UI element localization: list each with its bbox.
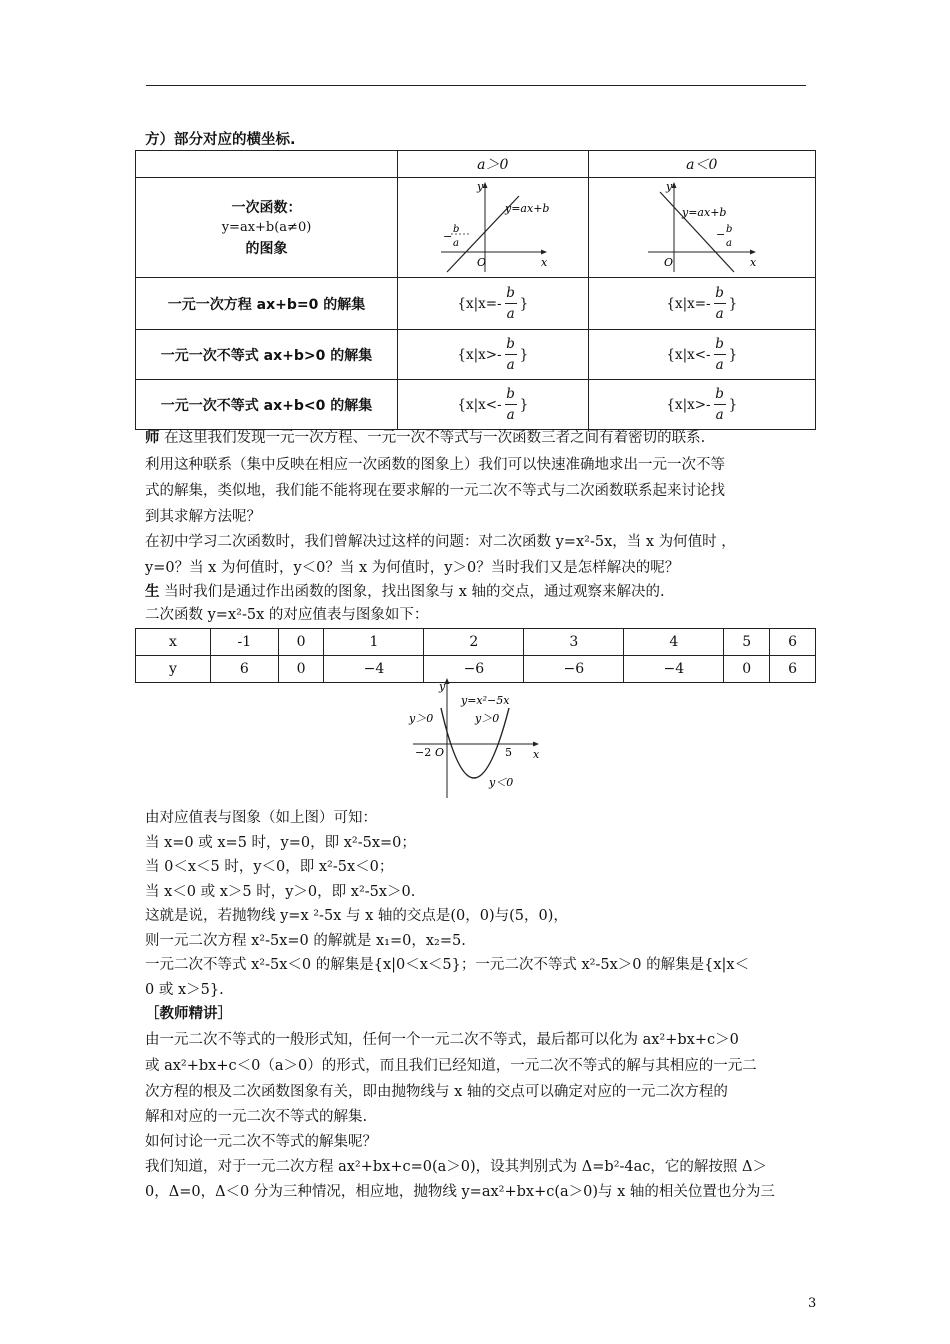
frac-b: b <box>725 223 733 235</box>
y-header: y <box>136 656 211 683</box>
origin-label: O <box>435 746 445 759</box>
func-label: y=ax+b <box>504 201 550 215</box>
cell-equation-pos: {x|x=- $\frac{b}{a}$ } <box>398 278 589 330</box>
body-line: 0 或 x＞5}. <box>145 982 224 998</box>
x-value: 6 <box>770 629 816 656</box>
para1-line: 到其求解方法呢？ <box>145 509 261 525</box>
body-line: 当 x＜0 或 x＞5 时，y＞0，即 x²-5x＞0. <box>145 884 416 900</box>
body-line: 一元二次不等式 x²-5x＜0 的解集是{x|0＜x＜5}；一元二次不等式 x²-5x＞0 的解集是{x|x＜ <box>145 957 750 973</box>
linear-graph-decreasing <box>642 180 762 276</box>
cell-gt-neg: {x|x<- $\frac{b}{a}$ } <box>588 330 815 380</box>
row-label-line: 一次函数： <box>231 200 302 216</box>
page-number: 3 <box>808 1296 817 1311</box>
five-label: 5 <box>505 746 512 759</box>
neg-sign: − <box>442 229 453 243</box>
para2-line: 在初中学习二次函数时，我们曾解决过这样的问题：对二次函数 y=x²-5x，当 x 为何值时 ， <box>145 534 736 550</box>
body-line: 由对应值表与图象（如上图）可知： <box>145 810 377 826</box>
intro-line: 方）部分对应的横坐标. <box>145 132 296 148</box>
y-value: −6 <box>524 656 624 683</box>
y-value: 6 <box>770 656 816 683</box>
row-label-equation: 一元一次方程 ax+b=0 的解集 <box>136 278 398 330</box>
graph-cell-neg <box>588 178 815 278</box>
linear-function-table <box>135 150 816 430</box>
final-line: 0，Δ=0，Δ＜0 分为三种情况，相应地，抛物线 y=ax²+bx+c(a＞0)与 x 轴的相关位置也分为三 <box>145 1184 775 1200</box>
yneg-label: y＜0 <box>489 776 514 789</box>
y-arrow <box>671 182 676 188</box>
final-line: 我们知道，对于一元二次方程 ax²+bx+c=0(a＞0)，设其判别式为 Δ=b²-4ac，它的解按照 Δ＞ <box>145 1159 767 1175</box>
cell-lt-pos: {x|x<- $\frac{b}{a}$ } <box>398 380 589 430</box>
final-line: 由一元二次不等式的一般形式知，任何一个一元二次不等式，最后都可以化为 ax²+bx+c＞0 <box>145 1032 739 1048</box>
corner-cell <box>136 151 398 178</box>
y-label: y <box>665 179 673 193</box>
row-label-gt: 一元一次不等式 ax+b>0 的解集 <box>136 330 398 380</box>
speaker-teacher: 师 <box>145 430 160 446</box>
section-heading: ［教师精讲］ <box>145 1006 232 1022</box>
x-arrow <box>750 249 756 254</box>
final-line: 次方程的根及二次函数图象有关，即由抛物线与 x 轴的交点可以确定对应的一元二次方程的 <box>145 1084 728 1100</box>
body-line: 则一元二次方程 x²-5x=0 的解就是 x₁=0，x₂=5. <box>145 933 466 949</box>
y-value: −4 <box>324 656 424 683</box>
header-rule <box>146 85 806 86</box>
row-label-line: 的图象 <box>245 241 288 257</box>
x-arrow <box>533 742 539 747</box>
para1-text: 在这里我们发现一元一次方程、一元一次不等式与一次函数三者之间有着密切的联系. <box>159 430 706 446</box>
x-value: 1 <box>324 629 424 656</box>
cell-gt-pos: {x|x>- $\frac{b}{a}$ } <box>398 330 589 380</box>
x-value: 3 <box>524 629 624 656</box>
y-arrow <box>445 678 450 684</box>
y-arrow <box>482 182 487 188</box>
origin-label: O <box>476 255 486 269</box>
cell-equation-neg: {x|x=- $\frac{b}{a}$ } <box>588 278 815 330</box>
origin-label: O <box>663 255 673 269</box>
linear-graph-increasing <box>433 180 553 276</box>
final-line: 或 ax²+bx+c＜0（a＞0）的形式，而且我们已经知道，一元二次不等式的解与其相应的一元二 <box>145 1058 757 1074</box>
para1-line: 利用这种联系（集中反映在相应一次函数的图象上）我们可以快速准确地求出一元一次不等 <box>145 457 725 473</box>
x-header: x <box>136 629 211 656</box>
x-label: x <box>540 255 548 269</box>
col-header-neg: a＜0 <box>588 151 815 178</box>
para1-line <box>145 428 705 448</box>
para2-line: y=0？当 x 为何值时，y＜0？当 x 为何值时，y＞0？当时我们又是怎样解决的呢？ <box>145 560 680 576</box>
row-label-line: y=ax+b(a≠0) <box>221 220 312 235</box>
ypos-left-label: y＞0 <box>409 712 434 725</box>
final-line: 如何讨论一元二次不等式的解集呢？ <box>145 1134 377 1150</box>
speaker-student: 生 <box>145 584 160 600</box>
body-line: 当 0＜x＜5 时，y＜0，即 x²-5x＜0； <box>145 859 394 875</box>
row-label-graph <box>136 178 398 278</box>
body-line: 当 x=0 或 x=5 时，y=0，即 x²-5x=0； <box>145 835 416 851</box>
x-arrow <box>541 249 547 254</box>
x-value: 5 <box>724 629 770 656</box>
x-label: x <box>533 748 540 761</box>
value-table <box>135 628 816 683</box>
frac-b: b <box>452 223 460 235</box>
y-value: −4 <box>624 656 724 683</box>
neg-sign: − <box>715 227 726 241</box>
para1-line: 式的解集，类似地，我们能不能将现在要求解的一元二次不等式与二次函数联系起来讨论找 <box>145 483 725 499</box>
x-value: 4 <box>624 629 724 656</box>
para3-text: 当时我们是通过作出函数的图象，找出图象与 x 轴的交点，通过观察来解决的. <box>159 584 665 600</box>
y-label: y <box>476 179 484 193</box>
table2-intro: 二次函数 y=x²-5x 的对应值表与图象如下： <box>145 607 429 623</box>
x-label: x <box>749 255 757 269</box>
y-value: 6 <box>211 656 279 683</box>
frac-a: a <box>725 237 732 249</box>
y-value: −6 <box>424 656 524 683</box>
cell-lt-neg: {x|x>- $\frac{b}{a}$ } <box>588 380 815 430</box>
neg-two-label: −2 <box>415 746 432 759</box>
graph-cell-pos <box>398 178 589 278</box>
func-label: y=ax+b <box>681 205 727 219</box>
y-value: 0 <box>724 656 770 683</box>
x-value: 2 <box>424 629 524 656</box>
ypos-right-label: y＞0 <box>475 712 500 725</box>
func-label: y=x²−5x <box>461 694 510 707</box>
col-header-pos: a＞0 <box>398 151 589 178</box>
final-line: 解和对应的一元二次不等式的解集. <box>145 1109 368 1125</box>
body-line: 这就是说，若抛物线 y=x ²-5x 与 x 轴的交点是(0，0)与(5，0)， <box>145 908 568 924</box>
y-value: 0 <box>278 656 324 683</box>
frac-a: a <box>452 237 459 249</box>
x-value: 0 <box>278 629 324 656</box>
y-label: y <box>439 680 446 693</box>
parabola-graph <box>405 678 545 800</box>
x-value: -1 <box>211 629 279 656</box>
para3-line <box>145 582 665 602</box>
row-label-lt: 一元一次不等式 ax+b<0 的解集 <box>136 380 398 430</box>
